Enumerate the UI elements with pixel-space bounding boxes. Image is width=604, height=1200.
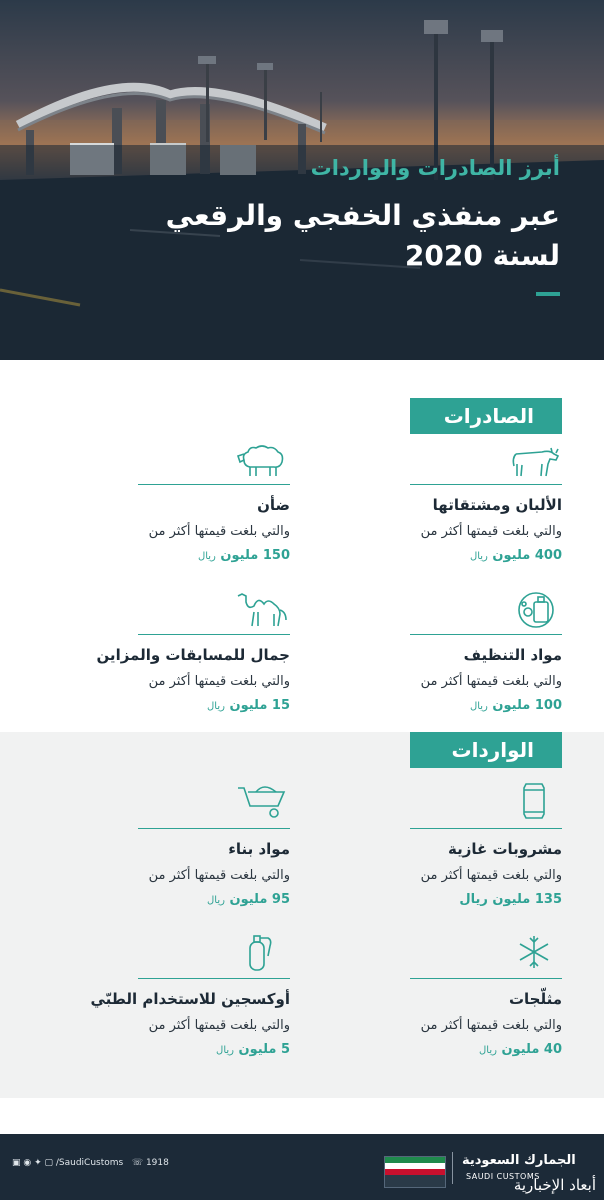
camel-icon	[234, 590, 290, 630]
exports-heading: الصادرات	[410, 398, 562, 434]
hero-title-line1: عبر منفذي الخفجي والرقعي	[165, 199, 560, 232]
saudi-customs-logo-subtext: SAUDI CUSTOMS	[466, 1172, 540, 1181]
hero-title	[166, 196, 560, 276]
item-divider	[410, 828, 562, 829]
item-divider	[138, 484, 290, 485]
export-item-camels	[96, 590, 290, 720]
export-item-dairy	[410, 440, 562, 570]
item-unit: ريال	[197, 551, 216, 562]
item-name: الألبان ومشتقاتها	[432, 496, 562, 514]
imports-section	[0, 732, 604, 1098]
phone-icon: ☏	[126, 1158, 146, 1168]
item-name: مواد بناء	[228, 840, 290, 858]
item-amount: 135 مليون ريال	[459, 892, 562, 907]
item-description: والتي بلغت قيمتها أكثر من	[420, 524, 562, 539]
item-name: مشروبات غازية	[447, 840, 562, 858]
hero-subtitle: أبرز الصادرات والواردات	[310, 156, 560, 180]
cow-icon	[506, 440, 562, 480]
item-amount: 150 مليون	[220, 548, 290, 563]
export-item-cleaning	[410, 590, 562, 720]
item-divider	[138, 828, 290, 829]
item-unit: ريال	[469, 701, 488, 712]
item-divider	[138, 978, 290, 979]
phone-number[interactable]: 1918	[145, 1158, 169, 1168]
item-name: أوكسجين للاستخدام الطبّي	[90, 990, 290, 1008]
soda-can-icon	[506, 780, 562, 820]
item-value	[459, 892, 562, 907]
item-amount: 100 مليون	[492, 698, 562, 713]
item-unit: ريال	[479, 1045, 497, 1056]
item-description: والتي بلغت قيمتها أكثر من	[148, 1018, 290, 1033]
cleaning-products-icon	[506, 590, 562, 630]
item-amount: 400 مليون	[492, 548, 562, 563]
snowflake-icon	[506, 932, 562, 972]
footer-bar	[0, 1134, 604, 1200]
item-amount: 15 مليون	[229, 698, 290, 713]
oxygen-cylinder-icon	[234, 932, 290, 972]
item-unit: ريال	[216, 1045, 234, 1056]
accent-dash	[536, 292, 560, 296]
export-item-sheep	[138, 440, 290, 570]
hero-title-line2: لسنة 2020	[404, 239, 560, 272]
exports-section	[0, 360, 604, 732]
item-name: ضأن	[257, 496, 290, 514]
item-unit: ريال	[207, 701, 225, 712]
border-crossing-photo	[0, 0, 604, 360]
item-description: والتي بلغت قيمتها أكثر من	[148, 674, 290, 689]
item-description: والتي بلغت قيمتها أكثر من	[420, 674, 562, 689]
item-amount: 40 مليون	[501, 1042, 562, 1057]
item-unit: ريال	[207, 895, 225, 906]
item-value	[198, 548, 290, 563]
item-name: جمال للمسابقات والمزاين	[96, 646, 290, 664]
item-description: والتي بلغت قيمتها أكثر من	[148, 524, 290, 539]
item-value	[207, 698, 290, 713]
item-description: والتي بلغت قيمتها أكثر من	[148, 868, 290, 883]
sheep-icon	[234, 440, 290, 480]
kuwait-flag-badge	[384, 1156, 446, 1188]
item-divider	[410, 978, 562, 979]
item-amount: 95 مليون	[229, 892, 290, 907]
item-unit: ريال	[469, 551, 488, 562]
item-value	[216, 1042, 290, 1057]
social-handle[interactable]: /SaudiCustoms	[55, 1158, 124, 1168]
item-description: والتي بلغت قيمتها أكثر من	[420, 868, 562, 883]
item-description: والتي بلغت قيمتها أكثر من	[420, 1018, 562, 1033]
wheelbarrow-icon	[234, 780, 290, 820]
import-item-ice	[410, 932, 562, 1062]
footer-contacts	[12, 1158, 169, 1168]
saudi-customs-logo-text: الجمارك السعودية	[462, 1153, 576, 1168]
footer-divider	[452, 1152, 453, 1184]
item-value	[470, 698, 562, 713]
item-value	[479, 1042, 562, 1057]
hero-banner	[0, 0, 604, 360]
item-value	[470, 548, 562, 563]
item-amount: 5 مليون	[238, 1042, 290, 1057]
item-name: مواد التنظيف	[463, 646, 562, 664]
import-item-oxygen	[90, 932, 290, 1062]
item-value	[207, 892, 290, 907]
import-item-soda	[410, 780, 562, 910]
item-divider	[410, 634, 562, 635]
item-name: مثلّجات	[508, 990, 562, 1008]
item-divider	[138, 634, 290, 635]
social-icons[interactable]: ▣ ◉ ✦ ▢	[12, 1158, 56, 1168]
watermark-text: أبعاد الإخبارية	[513, 1176, 596, 1194]
imports-heading: الواردات	[410, 732, 562, 768]
import-item-construction	[138, 780, 290, 910]
item-divider	[410, 484, 562, 485]
